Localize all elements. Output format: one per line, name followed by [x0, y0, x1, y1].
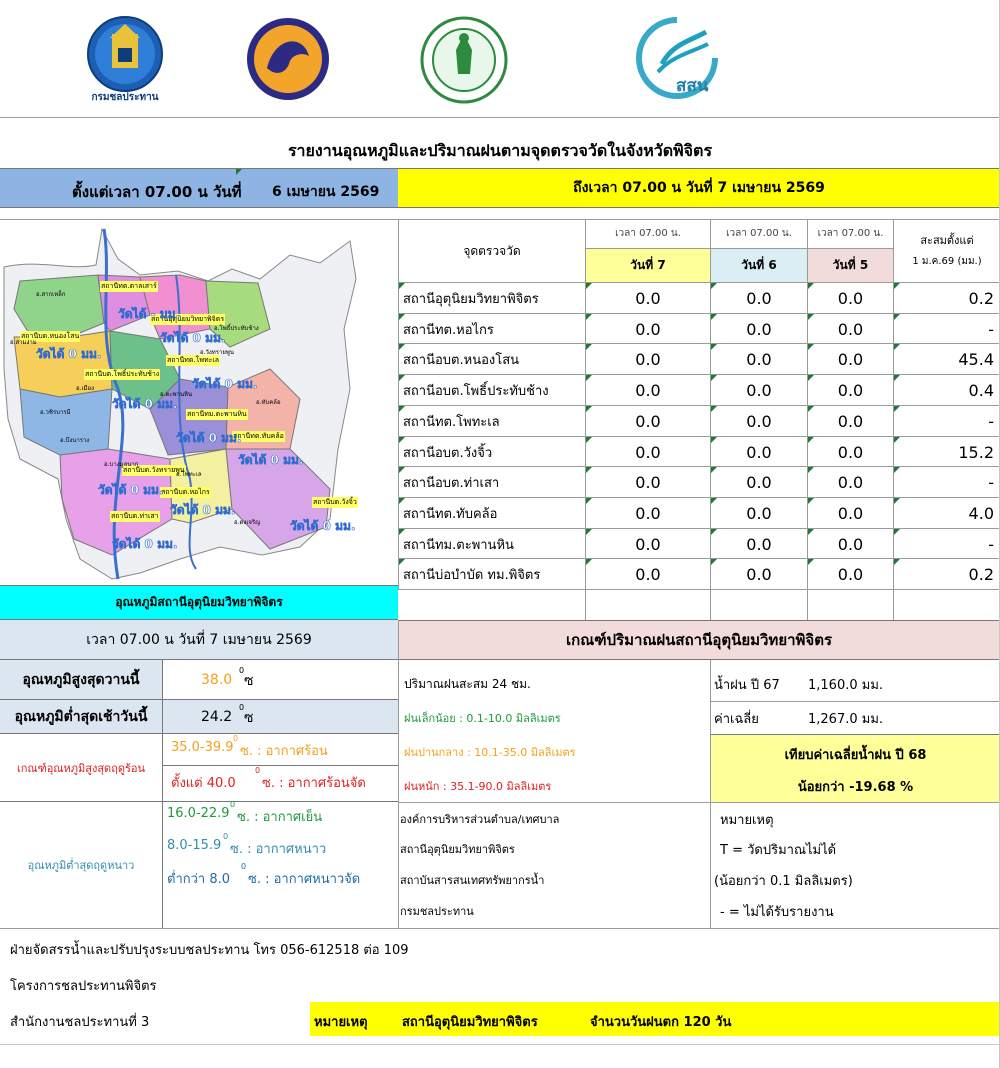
degree-mark: 0	[239, 703, 245, 712]
map-district-label: อ.วชิรบารมี	[40, 409, 71, 416]
notes-t-def2: (น้อยกว่า 0.1 มิลลิเมตร)	[714, 873, 853, 889]
hii-label: สสน	[676, 76, 709, 96]
station-name-cell: สถานีทต.โพทะเล	[403, 415, 500, 430]
notes-title: หมายเหตุ	[720, 812, 774, 828]
agency-item: องค์การบริหารส่วนตำบล/เทศบาล	[400, 813, 560, 826]
rain-heavy: ฝนหนัก : 35.1-90.0 มิลลิเมตร	[404, 780, 552, 793]
rain-value-cell: 0.0	[635, 412, 661, 431]
cold-criteria-3	[163, 862, 398, 892]
rain-value-cell: 0.0	[635, 535, 661, 554]
temp-unit: ซ	[244, 710, 254, 726]
cumulative-cell: -	[988, 473, 994, 492]
rain-value-cell: 0.0	[746, 443, 772, 462]
cumulative-cell: -	[988, 320, 994, 339]
map-district-label: อ.วังทรายพูน	[200, 349, 234, 356]
station-name-cell: สถานีทม.ตะพานหิน	[403, 538, 514, 553]
notes-dash-def: - = ไม่ได้รับรายงาน	[720, 904, 834, 920]
map-station-label: สถานีบต.วังจิ้ว	[313, 498, 357, 506]
ministry-seal-logo	[245, 16, 331, 102]
max-temp-label: อุณหภูมิสูงสุดวานนี้	[0, 660, 163, 700]
cold-criteria-label: อุณหภูมิต่ำสุดฤดูหนาว	[0, 802, 163, 928]
degree-mark: 0	[239, 666, 245, 675]
hot-1-range: 35.0-39.9	[171, 740, 234, 755]
rain-value-cell: 0.0	[746, 412, 772, 431]
map-rain-label: วัดได้ 0 มม.	[192, 377, 258, 391]
degree-mark: 0	[223, 832, 229, 841]
notes-t-def: T = วัดปริมาณไม่ได้	[720, 842, 837, 858]
rain-year-label: น้ำฝน ปี 67	[714, 677, 780, 693]
agency-item: สถานีอุตุนิยมวิทยาพิจิตร	[400, 843, 515, 856]
cold-criteria-1	[163, 802, 398, 832]
rain-value-cell: 0.0	[635, 289, 661, 308]
cold-1-desc: ซ. : อากาศเย็น	[237, 810, 323, 825]
degree-mark: 0	[255, 766, 261, 775]
cold-3-desc: ซ. : อากาศหนาวจัด	[248, 872, 361, 887]
map-rain-label: วัดได้ 0 มม.	[238, 453, 304, 467]
rain-value-cell: 0.0	[837, 473, 864, 492]
day-header-7: วันที่ 7	[586, 248, 710, 282]
rain-value-cell: 0.0	[837, 381, 864, 400]
station-name-cell: สถานีอบต.วังจิ้ว	[403, 446, 493, 461]
map-rain-label: วัดได้ 0 มม.	[112, 537, 178, 551]
rain-value-cell: 0.0	[635, 320, 661, 339]
period-from-date: 6 เมษายน 2569	[272, 184, 380, 200]
compare-value: น้อยกว่า -19.68 %	[797, 779, 914, 795]
map-rain-label: วัดได้ 0 มม.	[36, 347, 102, 361]
cumulative-cell: 4.0	[968, 504, 994, 523]
map-rain-label: วัดได้ 0 มม.	[290, 519, 356, 533]
rain-accum-label: ปริมาณฝนสะสม 24 ชม.	[404, 676, 531, 691]
rain-value-cell: 0.0	[635, 504, 661, 523]
map-station-label: สถานีทต.โพทะเล	[167, 356, 220, 364]
rain-value-cell: 0.0	[746, 381, 772, 400]
map-district-label: อ.ดงเจริญ	[234, 519, 261, 526]
cumulative-cell: 15.2	[958, 443, 994, 462]
rain-value-cell: 0.0	[746, 565, 772, 584]
cumulative-header: สะสมตั้งแต่	[920, 234, 974, 247]
degree-mark: 0	[233, 734, 239, 743]
hot-criteria-1	[163, 734, 398, 766]
rain-value-cell: 0.0	[746, 350, 772, 369]
compare-box	[711, 734, 1000, 802]
map-rain-label: วัดได้ 0 มม.	[176, 431, 242, 445]
map-district-label: อ.เมือง	[76, 385, 95, 392]
meteorological-department-logo	[420, 16, 508, 104]
map-rain-label: วัดได้ 0 มม.	[112, 397, 178, 411]
cold-2-desc: ซ. : อากาศหนาว	[230, 842, 327, 857]
province-map	[0, 219, 398, 585]
footer-note-station: สถานีอุตุนิยมวิทยาพิจิตร	[402, 1015, 538, 1030]
royal-irrigation-logo	[80, 14, 170, 106]
map-station-label: สถานีบต.วังทรายพูน	[123, 466, 185, 474]
cold-2-range: 8.0-15.9	[167, 838, 222, 853]
station-name-cell: สถานีอบต.ท่าเสา	[403, 476, 500, 491]
cumulative-cell: 0.2	[968, 289, 994, 308]
report-title: รายงานอุณหภูมิและปริมาณฝนตามจุดตรวจวัดในจังหวัดพิจิตร	[287, 140, 713, 160]
rain-value-cell: 0.0	[635, 565, 661, 584]
station-name-cell: สถานีอบต.หนองโสน	[403, 353, 520, 368]
rain-value-cell: 0.0	[746, 504, 772, 523]
rain-avg-label: ค่าเฉลี่ย	[714, 711, 759, 727]
footer-note-bar	[310, 1002, 1000, 1036]
map-station-label: สถานีทต.ทับคล้อ	[233, 432, 284, 440]
rain-value-cell: 0.0	[837, 443, 864, 462]
map-rain-label: วัดได้ 0 มม.	[98, 483, 164, 497]
map-station-label: สถานีทม.ตะพานหิน	[187, 410, 247, 418]
map-station-label: สถานีทต.ตาลเสาร์	[101, 282, 157, 290]
rain-value-cell: 0.0	[837, 535, 864, 554]
station-name-cell: สถานีทต.ทับคล้อ	[403, 507, 498, 522]
time-caption: เวลา 07.00 น.	[615, 227, 681, 239]
rain-value-cell: 0.0	[635, 473, 661, 492]
rain-value-cell: 0.0	[635, 443, 661, 462]
period-to: ถึงเวลา 07.00 น วันที่ 7 เมษายน 2569	[398, 168, 1000, 208]
table-station-header: จุดตรวจวัด	[463, 243, 521, 258]
map-district-label: อ.บางมูลนาก	[104, 461, 139, 468]
rain-moderate: ฝนปานกลาง : 10.1-35.0 มิลลิเมตร	[404, 746, 576, 759]
cumulative-cell: 0.4	[968, 381, 994, 400]
rain-value-cell: 0.0	[837, 320, 864, 339]
min-temp-cell	[163, 700, 398, 734]
hii-logo	[632, 14, 722, 104]
temperature-time: เวลา 07.00 น วันที่ 7 เมษายน 2569	[0, 620, 398, 660]
rain-value-cell: 0.0	[746, 535, 772, 554]
cumulative-cell: 45.4	[958, 350, 994, 369]
agency-item: กรมชลประทาน	[400, 905, 474, 918]
rain-value-cell: 0.0	[837, 350, 864, 369]
day-header-6: วันที่ 6	[711, 248, 807, 282]
station-name-cell: สถานีอุตุนิยมวิทยาพิจิตร	[403, 292, 539, 307]
rain-value-cell: 0.0	[837, 289, 864, 308]
hot-criteria-2	[163, 766, 398, 802]
map-district-label: อ.ทับคล้อ	[256, 399, 281, 406]
footer-note-days: จำนวนวันฝนตก 120 วัน	[590, 1015, 732, 1030]
map-station-label: สถานีบต.หนองโสน	[21, 332, 80, 340]
rain-value-cell: 0.0	[746, 473, 772, 492]
cumulative-cell: 0.2	[968, 565, 994, 584]
rain-light: ฝนเล็กน้อย : 0.1-10.0 มิลลิเมตร	[404, 712, 561, 725]
temperature-header: อุณหภูมิสถานีอุตุนิยมวิทยาพิจิตร	[0, 585, 398, 620]
degree-mark: 0	[241, 862, 247, 871]
rain-value-cell: 0.0	[837, 412, 864, 431]
map-district-label: อ.โพทะเล	[176, 471, 202, 478]
footer-line2: โครงการชลประทานพิจิตร	[10, 978, 157, 994]
cold-criteria-2	[163, 832, 398, 862]
rain-value-cell: 0.0	[746, 289, 772, 308]
cumulative-cell: -	[988, 535, 994, 554]
cold-3-range: ต่ำกว่า 8.0	[167, 872, 231, 887]
temp-unit: ซ	[244, 673, 254, 689]
map-station-label: สถานีบต.โพธิ์ประทับช้าง	[85, 370, 160, 378]
map-district-label: อ.ตะพานหิน	[160, 391, 193, 398]
hot-1-desc: ซ. : อากาศร้อน	[240, 744, 328, 759]
royal-irrigation-label: กรมชลประทาน	[91, 92, 159, 103]
map-district-label: อ.สามง่าม	[10, 339, 37, 346]
max-temp-value: 38.0	[201, 672, 233, 688]
station-name-cell: สถานีบ่อบำบัด ทม.พิจิตร	[403, 568, 541, 583]
map-district-label: อ.บึงนาราง	[60, 437, 90, 444]
map-rain-label: วัดได้ - มม.	[118, 307, 181, 321]
map-rain-label: วัดได้ 0 มม.	[170, 503, 236, 517]
rain-value-cell: 0.0	[635, 381, 661, 400]
map-district-label: อ.สากเหล็ก	[36, 291, 66, 298]
cold-1-range: 16.0-22.9	[167, 806, 230, 821]
footer-note-label: หมายเหตุ	[314, 1015, 368, 1030]
map-station-label: สถานีบต.ท่าเสา	[111, 512, 159, 520]
time-caption: เวลา 07.00 น.	[817, 227, 884, 239]
cumulative-cell: -	[988, 412, 994, 431]
agency-item: สถาบันสารสนเทศทรัพยากรน้ำ	[400, 874, 545, 887]
footer-line3: สำนักงานชลประทานที่ 3	[10, 1014, 150, 1030]
rain-value-cell: 0.0	[837, 504, 864, 523]
hot-2-range: ตั้งแต่ 40.0	[171, 776, 236, 791]
footer-line1: ฝ่ายจัดสรรน้ำและปรับปรุงระบบชลประทาน โทร 056-612518 ต่อ 109	[10, 942, 409, 958]
degree-mark: 0	[230, 800, 236, 809]
station-name-cell: สถานีอบต.โพธิ์ประทับช้าง	[403, 384, 549, 399]
period-from-label: ตั้งแต่เวลา 07.00 น วันที่	[72, 183, 242, 201]
rain-year-value: 1,160.0 มม.	[808, 677, 884, 693]
compare-label: เทียบค่าเฉลี่ยน้ำฝน ปี 68	[784, 747, 927, 763]
min-temp-label: อุณหภูมิต่ำสุดเช้าวันนี้	[0, 700, 163, 734]
map-rain-label: วัดได้ 0 มม.	[160, 331, 226, 345]
rain-criteria-header: เกณฑ์ปริมาณฝนสถานีอุตุนิยมวิทยาพิจิตร	[398, 620, 1000, 660]
map-district-label: อ.โพธิ์ประทับช้าง	[214, 325, 259, 332]
hot-criteria-label: เกณฑ์อุณหภูมิสูงสุดฤดูร้อน	[0, 734, 163, 802]
cumulative-sub: 1 ม.ค.69 (มม.)	[912, 255, 982, 267]
time-caption: เวลา 07.00 น.	[726, 227, 792, 239]
period-from	[0, 168, 398, 208]
hot-2-desc: ซ. : อากาศร้อนจัด	[262, 776, 366, 791]
map-station-label: สถานีอุตุนิยมวิทยาพิจิตร	[151, 315, 225, 323]
min-temp-value: 24.2	[201, 709, 233, 725]
rain-value-cell: 0.0	[746, 320, 772, 339]
rain-value-cell: 0.0	[635, 350, 661, 369]
map-station-label: สถานีบต.หอไกร	[161, 488, 210, 496]
max-temp-cell	[163, 660, 398, 700]
rain-avg-value: 1,267.0 มม.	[808, 711, 884, 727]
day-header-5: วันที่ 5	[808, 248, 893, 282]
rain-value-cell: 0.0	[837, 565, 864, 584]
station-name-cell: สถานีทต.หอไกร	[403, 323, 494, 338]
